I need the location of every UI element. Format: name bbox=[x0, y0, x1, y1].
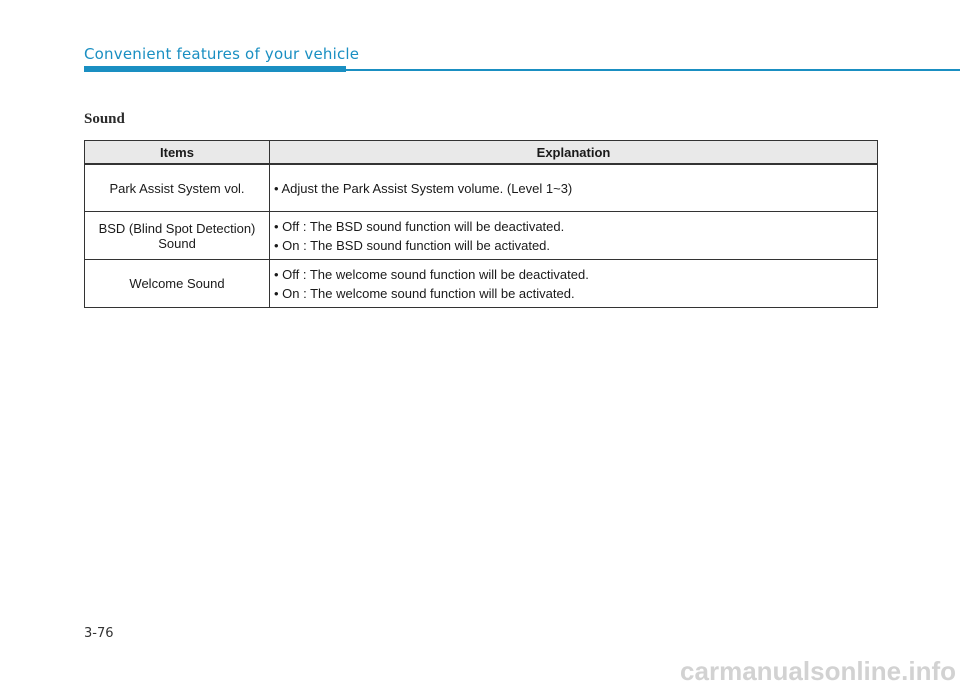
explanation-cell bbox=[270, 164, 878, 212]
column-header-explanation: Explanation bbox=[270, 141, 878, 165]
explanation-cell bbox=[270, 212, 878, 260]
explanation-line: • On : The BSD sound function will be activated. bbox=[274, 237, 551, 253]
chapter-header-title: Convenient features of your vehicle bbox=[84, 45, 360, 63]
page-number: 3-76 bbox=[84, 626, 114, 641]
column-header-items: Items bbox=[85, 141, 270, 165]
explanation-line: • Off : The welcome sound function will be deactivated. bbox=[274, 266, 589, 282]
explanation-line: • Adjust the Park Assist System volume. (Level 1~3) bbox=[274, 180, 573, 196]
chapter-header-accent-bar bbox=[84, 66, 346, 72]
table-row bbox=[85, 212, 878, 260]
item-cell: BSD (Blind Spot Detection) Sound bbox=[85, 212, 270, 260]
explanation-line: • On : The welcome sound function will be activated. bbox=[274, 285, 575, 301]
table-row bbox=[85, 164, 878, 212]
explanation-cell bbox=[270, 260, 878, 308]
item-cell: Welcome Sound bbox=[85, 260, 270, 308]
explanation-line: • Off : The BSD sound function will be deactivated. bbox=[274, 218, 565, 234]
sound-settings-table bbox=[84, 140, 878, 308]
item-cell: Park Assist System vol. bbox=[85, 164, 270, 212]
table-header-row bbox=[85, 141, 878, 165]
table-row bbox=[85, 260, 878, 308]
watermark-text: carmanualsonline.info bbox=[680, 656, 956, 686]
section-title: Sound bbox=[84, 111, 125, 127]
chapter-header-rule bbox=[346, 69, 960, 71]
